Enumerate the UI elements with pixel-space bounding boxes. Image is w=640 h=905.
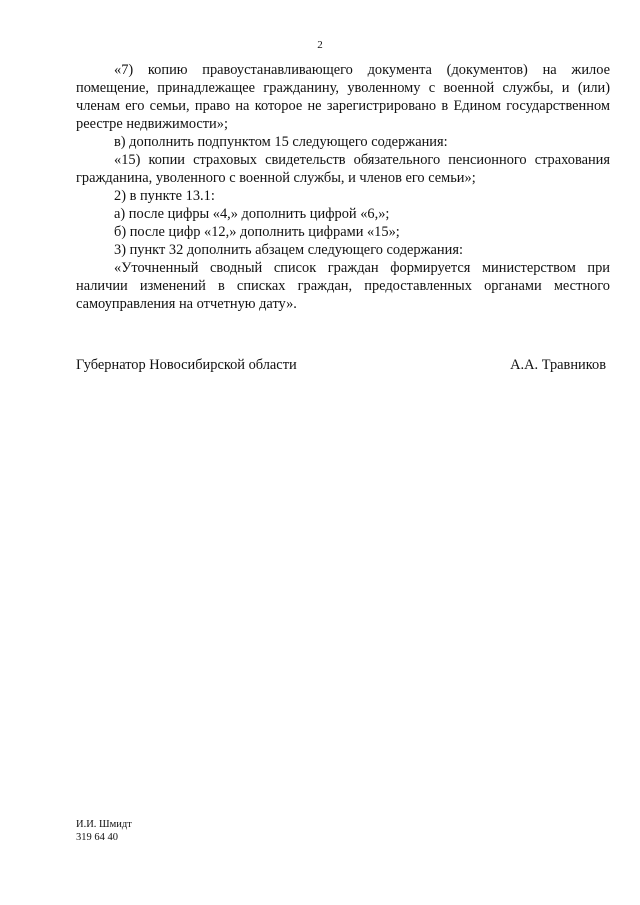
signature-block — [76, 356, 606, 374]
signer-position: Губернатор Новосибирской области — [76, 357, 297, 373]
paragraph-point-2: 2) в пункте 13.1: — [114, 188, 215, 204]
signer-name: А.А. Травников — [510, 357, 606, 373]
paragraph-item-7: «7) копию правоустанавливающего документа (документов) на жилое помещение, принадлежащее гражданину, уволенному с военной службы, и (или) членам его семьи, право на которое не зарегистрировано в Едином государственном реестре недвижимости»; — [76, 62, 610, 132]
paragraph-subitem-a: а) после цифры «4,» дополнить цифрой «6,»; — [114, 206, 390, 222]
paragraph-item-15: «15) копии страховых свидетельств обязательного пенсионного страхования гражданина, уволенного с военной службы, и членов его семьи»; — [76, 152, 610, 186]
executor-name: И.И. Шмидт — [76, 819, 132, 830]
page-number: 2 — [317, 39, 323, 51]
executor-block — [76, 818, 132, 844]
document-body — [76, 61, 610, 313]
executor-phone: 319 64 40 — [76, 832, 118, 843]
paragraph-subitem-b: б) после цифр «12,» дополнить цифрами «15»; — [114, 224, 400, 240]
paragraph-subitem-v: в) дополнить подпунктом 15 следующего содержания: — [114, 134, 448, 150]
paragraph-quote: «Уточненный сводный список граждан формируется министерством при наличии изменений в списках граждан, предоставленных органами местного самоуправления на отчетную дату». — [76, 260, 610, 312]
paragraph-point-3: 3) пункт 32 дополнить абзацем следующего содержания: — [114, 242, 463, 258]
